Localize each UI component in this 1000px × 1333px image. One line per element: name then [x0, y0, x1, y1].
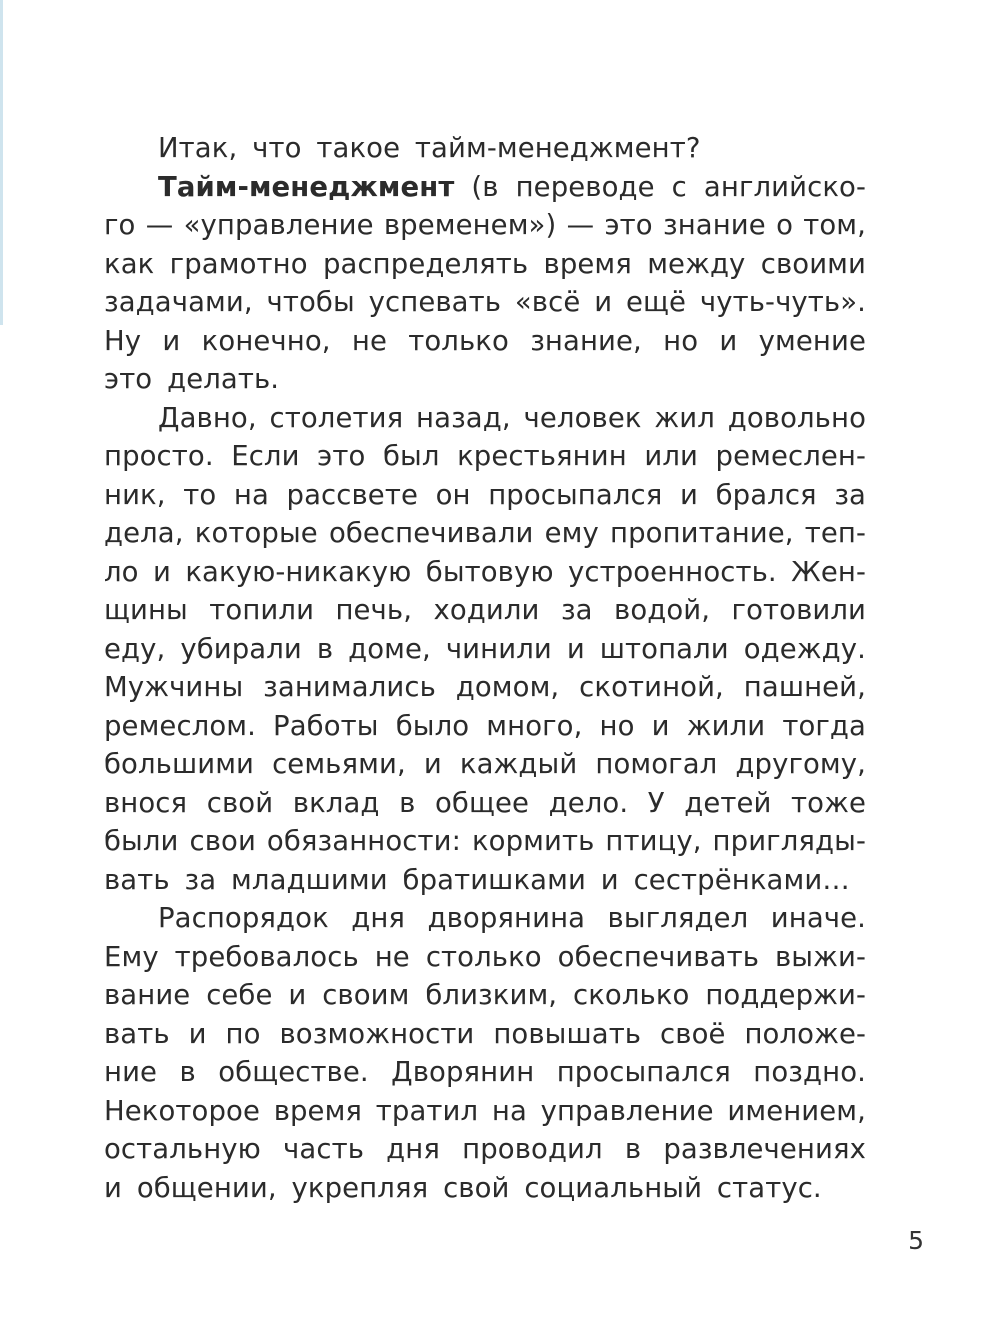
text-line	[104, 360, 866, 399]
line-text: еду, убирали в доме, чинили и штопали одежду.	[104, 632, 866, 665]
line-text: вание себе и своим близким, сколько поддержи-	[104, 979, 866, 1011]
line-text: как грамотно распределять время между своими	[104, 247, 866, 280]
line-text: (в переводе с английско-	[454, 170, 866, 203]
text-line	[104, 399, 866, 438]
text-line	[104, 1015, 866, 1054]
line-text: просто. Если это был крестьянин или ремеслен-	[104, 440, 866, 472]
text-line	[104, 1130, 866, 1169]
text-line	[104, 668, 866, 707]
text-line	[104, 1169, 866, 1208]
line-text: ремеслом. Работы было много, но и жили тогда	[104, 709, 866, 742]
line-text: ник, то на рассвете он просыпался и брался за	[104, 478, 866, 511]
page-number: 5	[908, 1226, 924, 1255]
text-line	[104, 1053, 866, 1092]
text-line	[104, 283, 866, 322]
text-line	[104, 1092, 866, 1131]
line-text: ло и какую-никакую бытовую устроенность. Жен-	[104, 555, 866, 588]
line-text: Ему требовалось не столько обеспечивать выжи-	[104, 940, 866, 973]
paragraph	[104, 899, 866, 1207]
line-text: большими семьями, и каждый помогал другому,	[104, 748, 866, 780]
line-text: и общении, укрепляя свой социальный статус.	[104, 1171, 822, 1204]
text-line	[104, 784, 866, 823]
body-text	[104, 129, 866, 1207]
text-line	[104, 938, 866, 977]
line-text: щины топили печь, ходили за водой, готовили	[104, 594, 866, 626]
paragraph	[104, 399, 866, 900]
line-text: Ну и конечно, не только знание, но и умение	[104, 324, 866, 357]
line-text: задачами, чтобы успевать «всё и ещё чуть-чуть».	[104, 286, 866, 318]
text-line	[104, 976, 866, 1015]
text-line	[104, 322, 866, 361]
line-text: дела, которые обеспечивали ему пропитание, теп-	[104, 517, 866, 549]
line-text: Некоторое время тратил на управление имением,	[104, 1094, 866, 1127]
text-line	[104, 899, 866, 938]
line-text: Давно, столетия назад, человек жил довольно	[158, 401, 866, 434]
page-edge-strip	[0, 0, 3, 325]
line-text: были свои обязанности: кормить птицу, пригляды-	[104, 825, 866, 857]
line-text: вать за младшими братишками и сестрёнками…	[104, 863, 850, 896]
line-text: Мужчины занимались домом, скотиной, пашней,	[104, 671, 866, 703]
term-bold: Тайм-менеджмент	[158, 170, 455, 203]
text-line	[104, 206, 866, 245]
text-line	[104, 630, 866, 669]
text-line	[104, 129, 866, 168]
text-line	[104, 245, 866, 284]
paragraph	[104, 168, 866, 399]
line-text: это делать.	[104, 363, 280, 395]
line-text: Распорядок дня дворянина выглядел иначе.	[158, 902, 866, 934]
line-text: внося свой вклад в общее дело. У детей тоже	[104, 786, 866, 819]
line-text: ние в обществе. Дворянин просыпался поздно.	[104, 1056, 866, 1088]
text-line	[104, 514, 866, 553]
text-line	[104, 437, 866, 476]
line-text: остальную часть дня проводил в развлечениях	[104, 1133, 866, 1165]
line-text: Итак, что такое тайм-менеджмент?	[158, 132, 701, 164]
paragraph	[104, 129, 866, 168]
text-line	[104, 822, 866, 861]
line-text: вать и по возможности повышать своё положе-	[104, 1017, 866, 1050]
text-line	[104, 591, 866, 630]
line-text: го — «управление временем») — это знание о том,	[104, 209, 866, 241]
text-line	[104, 168, 866, 207]
text-line	[104, 861, 866, 900]
text-line	[104, 553, 866, 592]
text-line	[104, 745, 866, 784]
text-line	[104, 707, 866, 746]
text-line	[104, 476, 866, 515]
